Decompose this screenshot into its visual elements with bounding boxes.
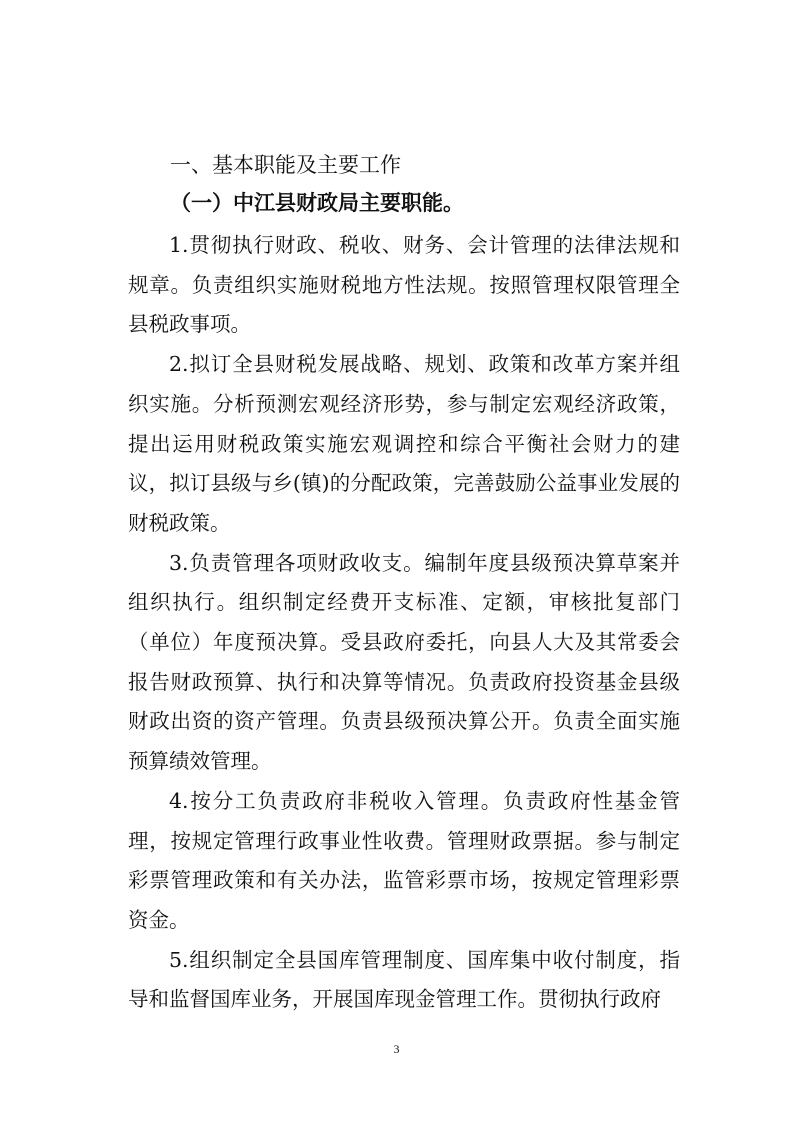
paragraph-1: 1.贯彻执行财政、税收、财务、会计管理的法律法规和规章。负责组织实施财税地方性法规。按照管理权限管理全县税政事项。 [128, 233, 680, 337]
section-heading: 一、基本职能及主要工作 [170, 153, 401, 177]
paragraph-3: 3.负责管理各项财政收支。编制年度县级预决算草案并组织执行。组织制定经费开支标准、定额，审核批复部门（单位）年度预决算。受县政府委托，向县人大及其常委会报告财政预算、执行和决算等情况。负责政府投资基金县级财政出资的资产管理。负责县级预决算公开。负责全面实施预算绩效管理。 [128, 550, 680, 774]
paragraph-5: 5.组织制定全县国库管理制度、国库集中收付制度，指导和监督国库业务，开展国库现金管理工作。贯彻执行政府 [128, 947, 680, 1012]
body-text [128, 226, 680, 1020]
page-number: 3 [393, 1042, 400, 1056]
paragraph-4: 4.按分工负责政府非税收入管理。负责政府性基金管理，按规定管理行政事业性收费。管理财政票据。参与制定彩票管理政策和有关办法，监管彩票市场，按规定管理彩票资金。 [128, 788, 680, 932]
subsection-heading: （一）中江县财政局主要职能。 [170, 190, 464, 215]
paragraph-2: 2.拟订全县财税发展战略、规划、政策和改革方案并组织实施。分析预测宏观经济形势，参与制定宏观经济政策，提出运用财税政策实施宏观调控和综合平衡社会财力的建议，拟订县级与乡(镇)的分配政策，完善鼓励公益事业发展的财税政策。 [128, 352, 680, 535]
